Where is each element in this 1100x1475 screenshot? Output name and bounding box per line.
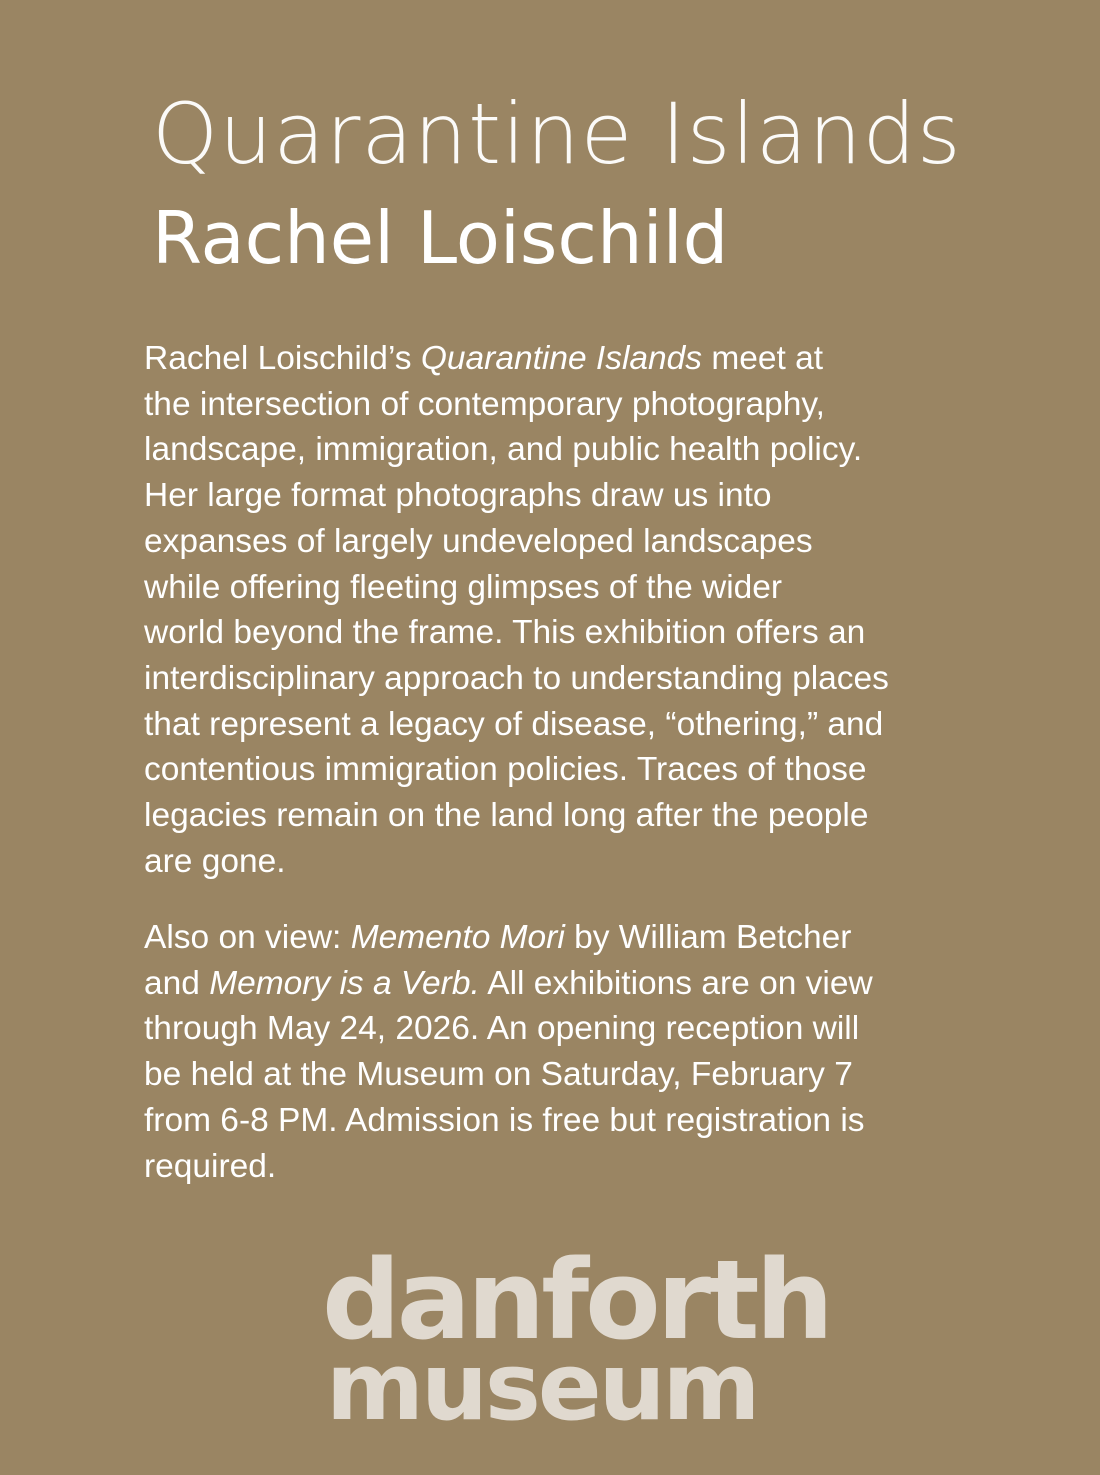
description-line: interdisciplinary approach to understanding places (144, 659, 889, 697)
description-line: world beyond the frame. This exhibition offers an (144, 614, 866, 652)
exhibition-title-italic: Quarantine Islands (420, 340, 703, 377)
artist-name: Rachel Loischild (152, 196, 729, 280)
details-line: be held at the Museum on Saturday, February 7 (144, 1056, 853, 1094)
description-line: legacies remain on the land long after the people (144, 797, 869, 835)
description-line: expanses of largely undeveloped landscapes (144, 522, 813, 560)
description-line: contentious immigration policies. Traces of those (144, 751, 867, 789)
details-line: Also on view: Memento Mori by William Betcher (144, 919, 852, 956)
description-line: the intersection of contemporary photography, (144, 385, 825, 423)
danforth-museum-logo (322, 1236, 830, 1442)
related-exhibition-title: Memento Mori (350, 919, 565, 956)
description-line: are gone. (144, 842, 286, 880)
details-line: from 6-8 PM. Admission is free but registration is (144, 1101, 865, 1139)
related-exhibition-title: Memory is a Verb. (209, 964, 480, 1002)
description-line: while offering fleeting glimpses of the wider (144, 568, 783, 606)
details-line: required. (144, 1147, 277, 1185)
description-line: Her large format photographs draw us into (144, 477, 772, 515)
details-line: and Memory is a Verb. All exhibitions are on view (144, 964, 873, 1002)
description-line: that represent a legacy of disease, “othering,” and (144, 705, 884, 743)
description-line: landscape, immigration, and public health policy. (144, 431, 863, 469)
logo-wordmark-bottom: museum (326, 1333, 758, 1442)
details-line: through May 24, 2026. An opening reception will (144, 1010, 860, 1048)
exhibition-description (144, 336, 974, 884)
exhibition-details (144, 915, 974, 1189)
exhibition-title: Quarantine Islands (152, 85, 962, 183)
description-line: Rachel Loischild’s Quarantine Islands meet at (144, 340, 824, 377)
logo-wordmark-top: danforth (322, 1236, 830, 1364)
